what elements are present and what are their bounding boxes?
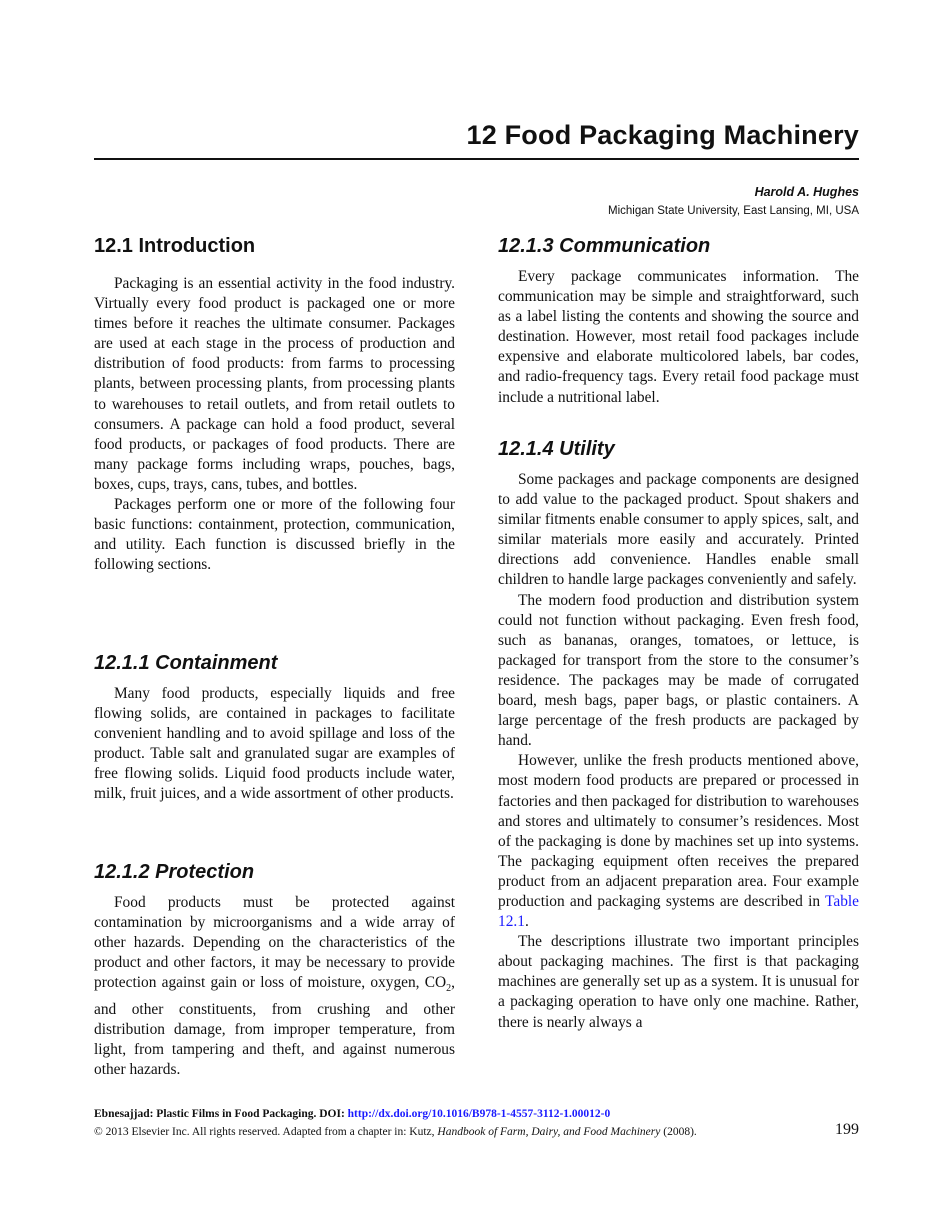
communication-body	[498, 267, 859, 408]
subscript: 2	[446, 983, 452, 995]
utility-body	[498, 470, 859, 1033]
text: , and other constituents, from crushing and other distribution damage, from improper temperature, from light, from tampering and theft, and against numerous other hazards.	[94, 974, 455, 1078]
page-number: 199	[835, 1121, 859, 1138]
paragraph: Some packages and package components are designed to add value to the packaged product. Spout shakers and similar fitments enable consumer to apply spices, salt, and similar materials more easily and accurately. Printed directions add convenience. Handles enable small children to handle large packages conveniently and safely.	[498, 471, 859, 589]
paragraph: Packages perform one or more of the following four basic functions: containment, protection, communication, and utility. Each function is discussed briefly in the following sections.	[94, 496, 455, 574]
text: Food products must be protected against contamination by microorganisms and a wide array of other hazards. Depending on the characteristics of the product and other factors, it may be necessary to provide protection against gain or loss of moisture, oxygen, CO	[94, 894, 455, 992]
paragraph: Packaging is an essential activity in the food industry. Virtually every food product is packaged one or more times before it reaches the ultimate consumer. Packages are used at each stage in the process of production and distribution of food products: from farms to processing plants, between processing plants, from processing plants to warehouses to retail outlets, and from retail outlets to consumers. A package can hold a food product, several food products, or packages of food products. There are many package forms including wraps, pouches, bags, boxes, cups, trays, cans, tubes, and bottles.	[94, 275, 455, 493]
heading-communication: 12.1.3 Communication	[498, 235, 711, 257]
text: © 2013 Elsevier Inc. All rights reserved. Adapted from a chapter in: Kutz,	[94, 1126, 438, 1138]
author: Harold A. Hughes	[754, 185, 859, 199]
title-rule	[94, 158, 859, 160]
text: .	[524, 913, 529, 931]
text: However, unlike the fresh products mentioned above, most modern food products are prepared or processed in factories and then packaged for distribution to warehouses and stores and ultimately to consumer’s residences. Most of the packaging is done by machines set up into systems. The packaging equipment often receives the prepared product from an adjacent preparation area. Four example production and packaging systems are described in	[498, 752, 859, 910]
protection-body	[94, 893, 455, 1080]
paragraph	[498, 751, 859, 932]
footer-copyright	[94, 1126, 697, 1138]
paragraph	[94, 893, 455, 1080]
paragraph: Many food products, especially liquids and free flowing solids, are contained in packages to facilitate convenient handling and to avoid spillage and loss of the product. Table salt and granulated sugar are examples of free flowing solids. Liquid food products include water, milk, fruit juices, and a wide assortment of other products.	[94, 685, 455, 803]
text: (2008).	[660, 1126, 697, 1138]
containment-body	[94, 684, 455, 805]
footer-citation	[94, 1108, 610, 1120]
paragraph: Every package communicates information. The communication may be simple and straightforward, such as a label listing the contents and showing the source and destination. However, most retail food packages include expensive and elaborate multicolored labels, bar codes, and radio-frequency tags. Every retail food package must include a nutritional label.	[498, 268, 859, 406]
doi-link[interactable]: http://dx.doi.org/10.1016/B978-1-4557-3112-1.00012-0	[347, 1108, 611, 1120]
heading-utility: 12.1.4 Utility	[498, 438, 615, 460]
paragraph: The descriptions illustrate two important principles about packaging machines. The first is that packaging machines are generally set up as a system. It is unusual for a packaging operation to have only one machine. Rather, there is nearly always a	[498, 933, 859, 1031]
book-title: Handbook of Farm, Dairy, and Food Machinery	[437, 1126, 661, 1138]
heading-protection: 12.1.2 Protection	[94, 861, 255, 883]
intro-body	[94, 274, 455, 575]
table-link[interactable]: Table 12.1	[498, 892, 859, 931]
affiliation: Michigan State University, East Lansing, MI, USA	[608, 205, 859, 217]
chapter-title: 12 Food Packaging Machinery	[466, 120, 859, 150]
paragraph: The modern food production and distribution system could not function without packaging. Even fresh food, such as bananas, oranges, tomatoes, or lettuce, is packaged for transport from the store to the consumer’s residence. The packages may be made of corrugated board, mesh bags, paper bags, or plastic containers. A large percentage of the fresh products are packaged by hand.	[498, 591, 859, 750]
heading-introduction: 12.1 Introduction	[94, 235, 256, 257]
text: Ebnesajjad: Plastic Films in Food Packaging. DOI:	[94, 1108, 348, 1120]
heading-containment: 12.1.1 Containment	[94, 652, 278, 674]
